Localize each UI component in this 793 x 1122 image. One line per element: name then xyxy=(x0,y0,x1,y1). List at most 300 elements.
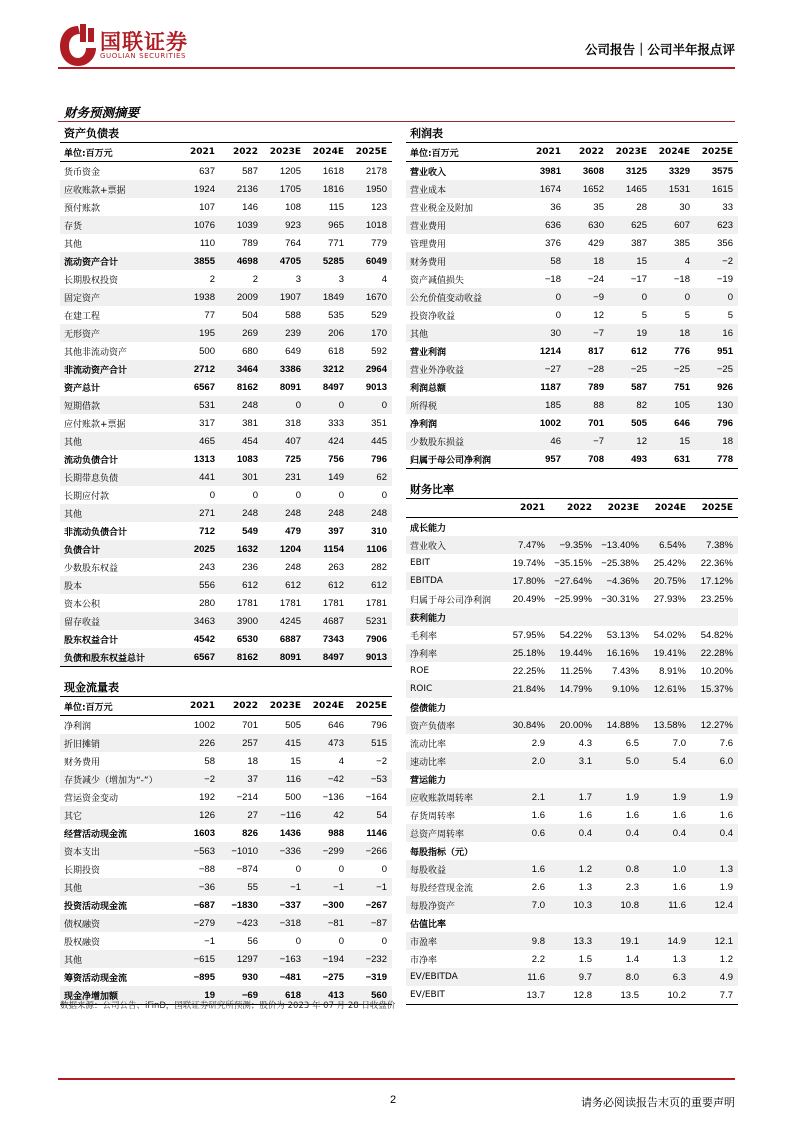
table-row xyxy=(60,414,392,432)
table-cell: −9 xyxy=(566,288,609,306)
table-cell: 1436 xyxy=(279,827,301,839)
row-label: 长期股权投资 xyxy=(64,275,119,286)
row-label: 估值比率 xyxy=(410,919,447,930)
table-cell: 9013 xyxy=(365,381,387,393)
logo-text: 国联证券 xyxy=(100,30,188,54)
row-label: 非流动资产合计 xyxy=(60,360,177,378)
table-cell: 529 xyxy=(371,309,387,321)
row-label: 其他 xyxy=(64,239,83,250)
table-cell: 53.13% xyxy=(606,629,639,641)
row-label: 净利润 xyxy=(410,419,438,430)
table-cell xyxy=(691,608,738,626)
table-cell: 1618 xyxy=(322,165,344,177)
table-cell: 701 xyxy=(242,719,258,731)
table-cell xyxy=(550,914,597,932)
row-label: EV/EBITDA xyxy=(406,968,503,986)
table-cell: 381 xyxy=(242,417,258,429)
income-statement-title: 利润表 xyxy=(410,127,443,140)
table-cell: −163 xyxy=(263,950,306,968)
table-cell: 30.84% xyxy=(503,716,550,734)
cash-flow-title: 现金流量表 xyxy=(64,681,119,694)
table-cell: −194 xyxy=(306,950,349,968)
table-cell: 407 xyxy=(263,432,306,450)
year-header: 2022 xyxy=(220,697,263,716)
table-row xyxy=(406,752,738,770)
table-cell: 192 xyxy=(199,791,215,803)
table-row xyxy=(60,788,392,806)
guolian-logo-icon xyxy=(58,22,98,70)
year-header: 2024E xyxy=(306,143,349,162)
table-cell: −25.38% xyxy=(601,557,639,569)
table-cell: 2 xyxy=(252,273,258,285)
table-cell: 8497 xyxy=(306,648,349,667)
table-row xyxy=(60,558,392,576)
income-statement-table xyxy=(406,142,738,469)
table-cell: 130 xyxy=(695,396,738,414)
table-row xyxy=(60,504,392,522)
table-cell: 1.9 xyxy=(597,788,644,806)
unit-label xyxy=(406,499,503,518)
table-cell: 10.2 xyxy=(644,986,691,1005)
table-cell: 1.6 xyxy=(503,860,550,878)
row-label: 长期应付款 xyxy=(64,491,110,502)
table-cell: 13.3 xyxy=(550,932,597,950)
table-cell: −7 xyxy=(566,324,609,342)
table-cell: 20.00% xyxy=(550,716,597,734)
table-cell: 11.6 xyxy=(644,896,691,914)
table-cell: 646 xyxy=(674,417,690,429)
table-cell: 105 xyxy=(652,396,695,414)
table-cell: 4 xyxy=(338,755,344,767)
table-cell: 0 xyxy=(652,288,695,306)
table-cell: 493 xyxy=(609,450,652,469)
table-row xyxy=(406,180,738,198)
table-cell: 6.0 xyxy=(691,752,738,770)
table-cell: 271 xyxy=(177,504,220,522)
table-cell: 15 xyxy=(290,755,301,767)
table-cell: 12.27% xyxy=(691,716,738,734)
row-label: 净利率 xyxy=(406,644,503,662)
table-cell: −2 xyxy=(376,755,387,767)
table-row xyxy=(60,306,392,324)
row-label: 其他 xyxy=(60,432,177,450)
table-cell: 5 xyxy=(684,309,690,321)
row-label: 折旧摊销 xyxy=(60,734,177,752)
table-cell: 19.74% xyxy=(512,557,545,569)
table-cell: 3464 xyxy=(220,360,263,378)
row-label: 固定资产 xyxy=(60,288,177,306)
table-cell: 27 xyxy=(220,806,263,824)
financial-ratios-table xyxy=(406,498,738,1005)
table-row xyxy=(60,324,392,342)
table-cell: 385 xyxy=(674,237,690,249)
table-row xyxy=(406,914,738,932)
row-label: 营业收入 xyxy=(406,536,503,554)
footer-divider xyxy=(58,1078,735,1080)
table-row xyxy=(60,270,392,288)
table-cell: 1076 xyxy=(177,216,220,234)
table-cell: −615 xyxy=(177,950,220,968)
table-cell: 712 xyxy=(199,525,215,537)
table-cell: 3125 xyxy=(625,165,647,177)
table-cell: −337 xyxy=(279,899,301,911)
table-cell: 796 xyxy=(371,453,387,465)
table-cell: 708 xyxy=(566,450,609,469)
table-cell: −35.15% xyxy=(554,557,592,569)
table-cell: 3981 xyxy=(539,165,561,177)
table-cell: −27 xyxy=(523,360,566,378)
table-row xyxy=(406,518,738,537)
table-cell: −319 xyxy=(365,971,387,983)
balance-sheet xyxy=(60,126,392,667)
table-cell: −1 xyxy=(263,878,306,896)
table-cell: 2.9 xyxy=(531,737,545,749)
table-cell: 6.54% xyxy=(644,536,691,554)
table-cell: 22.36% xyxy=(700,557,733,569)
table-cell: 11.6 xyxy=(503,968,550,986)
table-cell: 465 xyxy=(177,432,220,450)
table-cell: 2964 xyxy=(349,360,392,378)
table-cell: 14.9 xyxy=(644,932,691,950)
year-header: 2021 xyxy=(177,143,220,162)
table-cell: 9013 xyxy=(349,648,392,667)
table-cell: 549 xyxy=(242,525,258,537)
table-cell: 18 xyxy=(652,324,695,342)
table-row xyxy=(406,342,738,360)
table-cell: 957 xyxy=(523,450,566,469)
table-row xyxy=(406,414,738,432)
table-cell xyxy=(691,914,738,932)
table-row xyxy=(60,486,392,504)
table-cell: 1187 xyxy=(540,381,561,393)
table-cell: 16.16% xyxy=(597,644,644,662)
table-row xyxy=(406,734,738,752)
table-cell: 1652 xyxy=(566,180,609,198)
table-cell: −874 xyxy=(236,863,258,875)
table-cell xyxy=(644,698,691,716)
table-cell: 4.9 xyxy=(691,968,738,986)
table-cell xyxy=(691,842,738,860)
row-label: 所得税 xyxy=(406,396,523,414)
row-label: 营业利润 xyxy=(410,347,447,358)
table-cell: 725 xyxy=(285,453,301,465)
table-cell: 0 xyxy=(252,489,258,501)
table-cell xyxy=(597,608,644,626)
table-cell: 3608 xyxy=(582,165,604,177)
row-label: 少数股东损益 xyxy=(406,432,523,450)
table-cell: 618 xyxy=(328,345,344,357)
row-label: 速动比率 xyxy=(406,752,503,770)
table-cell: 5231 xyxy=(349,612,392,630)
table-cell: 1924 xyxy=(177,180,220,198)
table-cell: 796 xyxy=(371,719,387,731)
unit-label: 单位:百万元 xyxy=(406,143,523,162)
table-cell: 8162 xyxy=(236,381,258,393)
table-cell: 4 xyxy=(381,273,387,285)
table-cell: −25 xyxy=(695,360,738,378)
table-cell: 280 xyxy=(199,597,215,609)
row-label: EBIT xyxy=(410,558,431,568)
table-row xyxy=(406,842,738,860)
row-label: 总资产周转率 xyxy=(406,824,503,842)
table-row xyxy=(406,662,738,680)
table-cell: 1.6 xyxy=(719,809,733,821)
table-cell: 12.1 xyxy=(691,932,738,950)
row-label: 营业收入 xyxy=(410,167,447,178)
table-row xyxy=(406,536,738,554)
table-cell: −30.31% xyxy=(601,593,639,605)
year-header: 2023E xyxy=(263,697,306,716)
table-cell: −18 xyxy=(544,273,561,285)
table-cell: 12.61% xyxy=(644,680,691,698)
table-cell: 146 xyxy=(242,201,258,213)
row-label: 其它 xyxy=(60,806,177,824)
table-cell: 556 xyxy=(177,576,220,594)
row-label: 市盈率 xyxy=(406,932,503,950)
table-cell: 107 xyxy=(199,201,215,213)
row-label: 每股经营现金流 xyxy=(410,883,474,894)
table-cell xyxy=(644,914,691,932)
table-row xyxy=(406,590,738,608)
table-row xyxy=(60,234,392,252)
table-cell: 21.84% xyxy=(503,680,550,698)
table-cell: 4.3 xyxy=(578,737,592,749)
year-header: 2021 xyxy=(503,499,550,518)
table-cell: 82 xyxy=(609,396,652,414)
table-cell: 23.25% xyxy=(700,593,733,605)
table-cell: 58 xyxy=(204,755,215,767)
row-label: 预付账款 xyxy=(64,203,101,214)
row-label: 营业成本 xyxy=(406,180,523,198)
table-cell: −27.64% xyxy=(550,572,597,590)
table-cell: 789 xyxy=(242,237,258,249)
table-row xyxy=(406,572,738,590)
table-row xyxy=(60,468,392,486)
data-source-note: 数据来源：公司公告、iFinD，国联证券研究所预测；股价为 2023 年 07 月 28 日收盘价 xyxy=(60,1001,396,1011)
table-cell: 625 xyxy=(609,216,652,234)
table-cell: 6567 xyxy=(177,648,220,667)
table-cell: 333 xyxy=(328,417,344,429)
table-cell: 6.3 xyxy=(644,968,691,986)
table-cell: −318 xyxy=(263,914,306,932)
table-cell: 1106 xyxy=(349,540,392,558)
row-label: 营业费用 xyxy=(406,216,523,234)
table-cell: 30 xyxy=(679,201,690,213)
table-cell: 0 xyxy=(381,863,387,875)
table-cell: 535 xyxy=(328,309,344,321)
table-row xyxy=(406,626,738,644)
table-cell: −36 xyxy=(177,878,220,896)
row-label: 成长能力 xyxy=(410,523,447,534)
table-row xyxy=(406,378,738,396)
table-cell: 2025 xyxy=(177,540,220,558)
row-label: 其他 xyxy=(406,324,523,342)
table-cell: 13.5 xyxy=(597,986,644,1005)
table-cell: 257 xyxy=(220,734,263,752)
table-cell: 7.0 xyxy=(503,896,550,914)
table-cell: 1781 xyxy=(322,597,344,609)
row-label: 留存收益 xyxy=(60,612,177,630)
table-cell: 11.25% xyxy=(560,665,592,677)
row-label: 投资活动现金流 xyxy=(64,901,128,912)
year-header: 2025E xyxy=(691,499,738,518)
table-cell: 20.49% xyxy=(512,593,545,605)
row-label: 其他非流动资产 xyxy=(64,347,128,358)
table-cell: 1615 xyxy=(695,180,738,198)
table-cell: 1002 xyxy=(539,417,561,429)
table-cell: −25 xyxy=(609,360,652,378)
table-cell: 505 xyxy=(631,417,647,429)
table-cell: −87 xyxy=(349,914,392,932)
table-row xyxy=(60,716,392,735)
table-cell: 413 xyxy=(306,986,349,1005)
table-cell: 6.5 xyxy=(625,737,639,749)
cash-flow-statement xyxy=(60,680,392,1005)
year-header: 2022 xyxy=(550,499,597,518)
table-cell: 123 xyxy=(371,201,387,213)
table-row xyxy=(60,648,392,667)
table-cell: 826 xyxy=(242,827,258,839)
table-cell: 318 xyxy=(285,417,301,429)
table-row xyxy=(406,608,738,626)
table-cell: 0 xyxy=(338,489,344,501)
table-cell: 1632 xyxy=(220,540,263,558)
table-row xyxy=(60,432,392,450)
table-cell: 185 xyxy=(523,396,566,414)
table-cell xyxy=(644,842,691,860)
table-cell: 1.9 xyxy=(644,788,691,806)
table-cell: 1.6 xyxy=(578,809,592,821)
table-row xyxy=(60,576,392,594)
year-header: 2023E xyxy=(597,499,644,518)
table-cell: 7.7 xyxy=(691,986,738,1005)
row-label: 流动资产合计 xyxy=(60,252,177,270)
table-cell: 636 xyxy=(523,216,566,234)
row-label: 经营活动现金流 xyxy=(64,829,128,840)
row-label: 利润总额 xyxy=(410,383,447,394)
table-row xyxy=(406,968,738,986)
table-cell: 1.4 xyxy=(625,953,639,965)
table-cell: 19 xyxy=(609,324,652,342)
table-row xyxy=(60,360,392,378)
year-header: 2024E xyxy=(644,499,691,518)
table-cell: 1.9 xyxy=(719,881,733,893)
table-cell: 623 xyxy=(695,216,738,234)
row-label: 毛利率 xyxy=(410,631,438,642)
table-cell: 646 xyxy=(328,719,344,731)
table-cell: 415 xyxy=(263,734,306,752)
table-cell xyxy=(691,518,738,537)
table-cell: 778 xyxy=(695,450,738,469)
income-statement xyxy=(406,126,738,469)
table-cell: 429 xyxy=(588,237,604,249)
row-label: 归属于母公司净利润 xyxy=(410,595,492,606)
row-label: 存货减少（增加为“-”） xyxy=(60,770,177,788)
financial-ratios-title: 财务比率 xyxy=(410,483,454,496)
table-cell: 7.43% xyxy=(612,665,639,677)
table-cell: −25.99% xyxy=(554,593,592,605)
table-cell: 356 xyxy=(717,237,733,249)
table-cell: 351 xyxy=(371,417,387,429)
table-row xyxy=(406,288,738,306)
table-cell: −299 xyxy=(306,842,349,860)
year-header: 2021 xyxy=(523,143,566,162)
table-cell: −53 xyxy=(349,770,392,788)
table-row xyxy=(406,306,738,324)
table-cell: 248 xyxy=(349,504,392,522)
table-cell: 764 xyxy=(285,237,301,249)
table-cell: 751 xyxy=(674,381,690,393)
table-cell: 206 xyxy=(306,324,349,342)
table-cell: 1204 xyxy=(263,540,306,558)
table-cell: 1205 xyxy=(279,165,301,177)
year-header: 2025E xyxy=(349,143,392,162)
table-cell: −88 xyxy=(198,863,215,875)
table-cell: −1 xyxy=(204,935,215,947)
table-cell: 263 xyxy=(328,561,344,573)
table-cell: 0 xyxy=(263,396,306,414)
table-cell: 560 xyxy=(349,986,392,1005)
table-cell: −164 xyxy=(365,791,387,803)
row-label: 债权融资 xyxy=(60,914,177,932)
table-row xyxy=(406,252,738,270)
table-cell: −24 xyxy=(587,273,604,285)
table-cell: 35 xyxy=(593,201,604,213)
row-label: 股东权益合计 xyxy=(64,635,119,646)
row-label: 资产减值损失 xyxy=(410,275,465,286)
table-cell: 505 xyxy=(285,719,301,731)
row-label: 资产总计 xyxy=(64,383,101,394)
header-divider xyxy=(58,67,735,69)
table-cell: 54.82% xyxy=(700,629,733,641)
table-cell: 248 xyxy=(285,561,301,573)
row-label: 归属于母公司净利润 xyxy=(406,450,523,469)
table-cell: 10.20% xyxy=(700,665,733,677)
table-cell xyxy=(644,608,691,626)
row-label: 货币资金 xyxy=(64,167,101,178)
row-label: 公允价值变动收益 xyxy=(406,288,523,306)
table-cell: 3 xyxy=(338,273,344,285)
table-cell: 1938 xyxy=(177,288,220,306)
table-cell: 9.10% xyxy=(597,680,644,698)
table-cell: 2.6 xyxy=(531,881,545,893)
table-cell: 3900 xyxy=(220,612,263,630)
table-cell: 19.1 xyxy=(597,932,644,950)
row-label: 财务费用 xyxy=(406,252,523,270)
table-cell: 170 xyxy=(349,324,392,342)
table-cell: 0.6 xyxy=(503,824,550,842)
table-cell: 248 xyxy=(263,504,306,522)
table-cell: 1.2 xyxy=(550,860,597,878)
table-cell: 115 xyxy=(328,201,344,213)
table-cell: 15 xyxy=(652,432,695,450)
table-cell: 8497 xyxy=(322,381,344,393)
table-row xyxy=(60,522,392,540)
row-label: 负债和股东权益总计 xyxy=(60,648,177,667)
table-cell: 248 xyxy=(220,504,263,522)
table-cell: 8091 xyxy=(279,381,301,393)
table-row xyxy=(60,824,392,842)
table-cell: 55 xyxy=(220,878,263,896)
table-cell xyxy=(503,914,550,932)
table-cell: 30 xyxy=(523,324,566,342)
table-cell: 2.3 xyxy=(625,881,639,893)
table-cell xyxy=(550,518,597,537)
table-cell: 7.38% xyxy=(691,536,738,554)
table-cell: 630 xyxy=(566,216,609,234)
table-cell: 771 xyxy=(328,237,344,249)
table-cell: 0 xyxy=(338,863,344,875)
